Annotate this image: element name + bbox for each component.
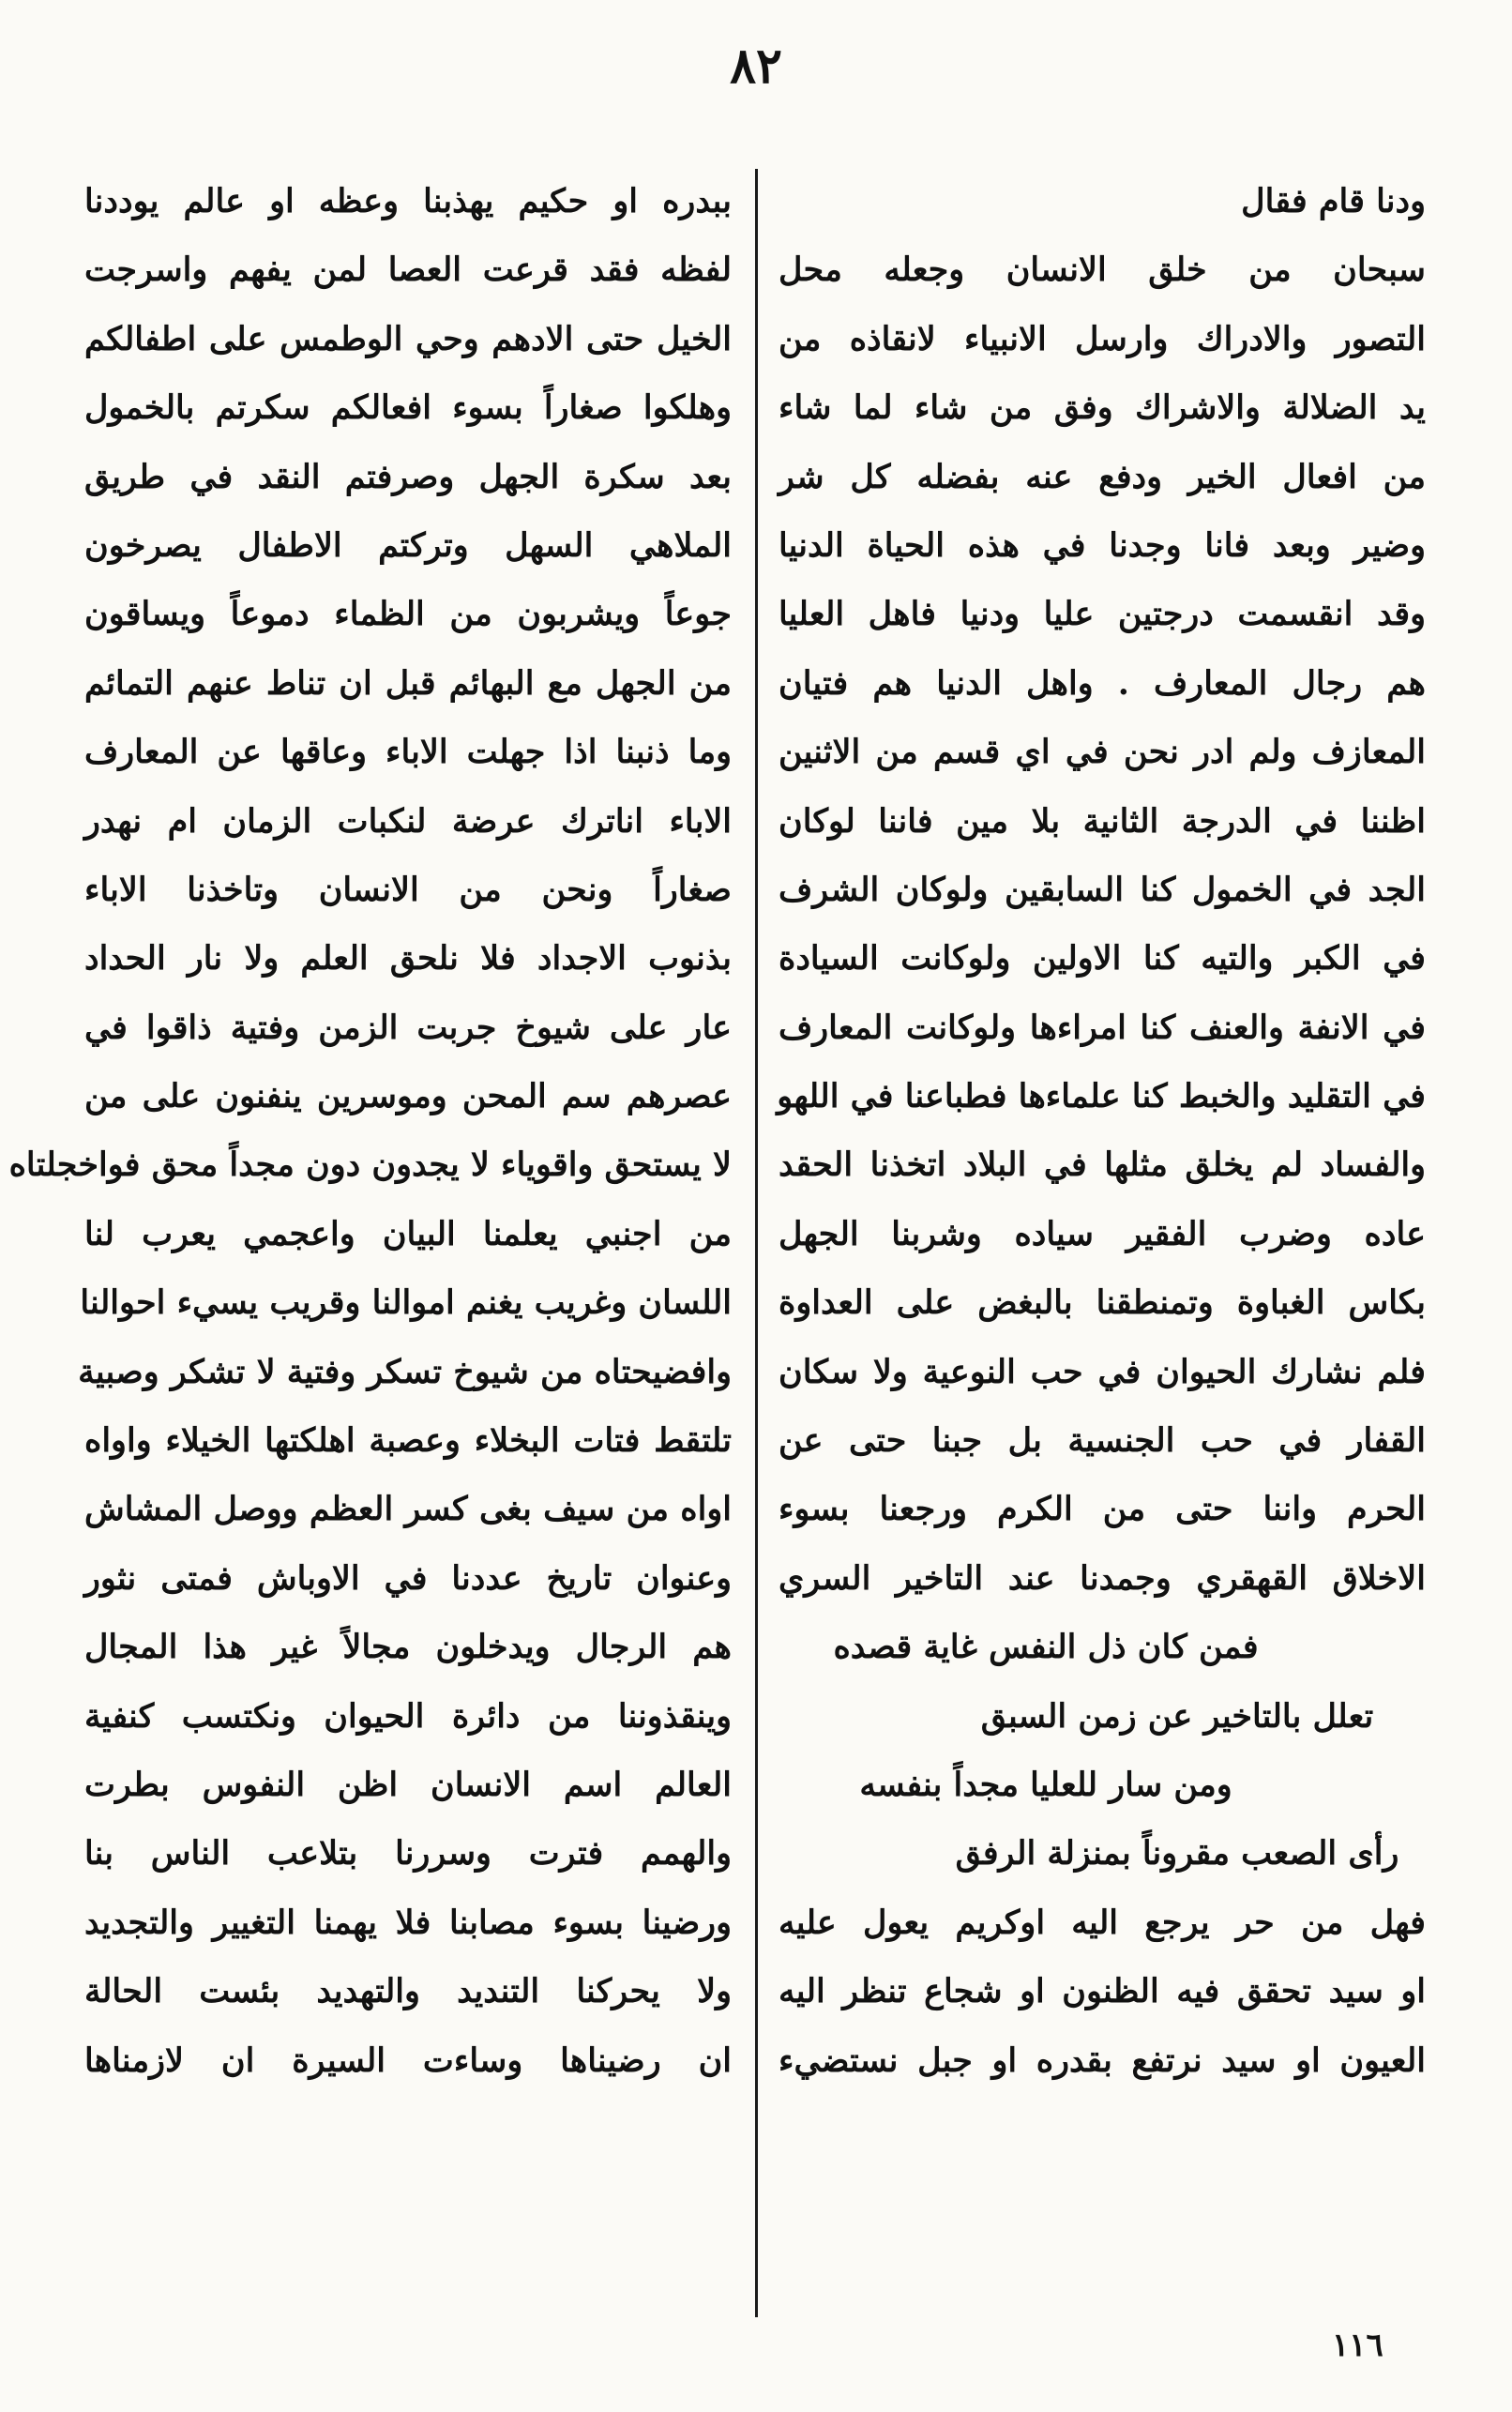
text-line: في التقليد والخبط كنا علماءها فطباعنا في اللهو — [777, 1077, 1426, 1116]
text-line: رأى الصعب مقروناً بمنزلة الرفق — [955, 1834, 1399, 1873]
text-line: العالم اسم الانسان اظن النفوس بطرت — [84, 1765, 732, 1804]
right-column — [779, 167, 1426, 2095]
footer-number: ١١٦ — [1332, 2327, 1383, 2364]
text-line: او سيد تحقق فيه الظنون او شجاع تنظر اليه — [779, 1972, 1426, 2011]
text-line: من اجنبي يعلمنا البيان واعجمي يعرب لنا — [84, 1214, 732, 1253]
text-line: والفساد لم يخلق مثلها في البلاد اتخذنا الحقد — [779, 1145, 1426, 1185]
text-line: بذنوب الاجداد فلا نلحق العلم ولا نار الحداد — [84, 939, 732, 978]
text-line: في الانفة والعنف كنا امراءها ولوكانت المعارف — [779, 1008, 1426, 1047]
column-divider — [755, 169, 758, 2317]
text-line: القفار في حب الجنسية بل جبنا حتى عن — [779, 1421, 1426, 1461]
text-line: لا يستحق واقوياء لا يجدون دون مجداً محق فواخجلتاه — [8, 1145, 732, 1185]
text-line: الاخلاق القهقري وجمدنا عند التاخير السري — [779, 1558, 1426, 1598]
text-line: عار على شيوخ جربت الزمن وفتية ذاقوا في — [84, 1008, 732, 1047]
text-line: ورضينا بسوء مصابنا فلا يهمنا التغيير والتجديد — [84, 1903, 732, 1942]
text-line: ان رضيناها وساءت السيرة ان لازمناها — [84, 2040, 732, 2080]
text-line: وضير وبعد فانا وجدنا في هذه الحياة الدنيا — [779, 525, 1426, 565]
text-line: فمن كان ذل النفس غاية قصده — [833, 1628, 1259, 1667]
text-line: ولا يحركنا التنديد والتهديد بئست الحالة — [84, 1972, 732, 2011]
text-line: وقد انقسمت درجتين عليا ودنيا فاهل العليا — [779, 595, 1426, 634]
text-line: وافضيحتاه من شيوخ تسكر وفتية لا تشكر وصبية — [78, 1352, 732, 1391]
text-line: يد الضلالة والاشراك وفق من شاء لما شاء — [779, 388, 1426, 428]
text-line: هم الرجال ويدخلون مجالاً غير هذا المجال — [84, 1628, 732, 1667]
text-line: ومن سار للعليا مجداً بنفسه — [859, 1765, 1232, 1804]
text-line: الجد في الخمول كنا السابقين ولوكان الشرف — [779, 870, 1426, 909]
text-line: والهمم فترت وسررنا بتلاعب الناس بنا — [84, 1834, 732, 1873]
left-column — [8, 167, 732, 2095]
text-line: الحرم واننا حتى من الكرم ورجعنا بسوء — [779, 1490, 1426, 1529]
text-line: اواه من سيف بغى كسر العظم ووصل المشاش — [84, 1490, 732, 1529]
text-line: التصور والادراك وارسل الانبياء لانقاذه من — [779, 319, 1426, 358]
text-line: صغاراً ونحن من الانسان وتاخذنا الاباء — [84, 870, 732, 909]
text-line: الاباء اناترك عرضة لنكبات الزمان ام نهدر — [84, 801, 732, 841]
text-line: بكاس الغباوة وتمنطقنا بالبغض على العداوة — [779, 1283, 1426, 1323]
text-line: سبحان من خلق الانسان وجعله محل — [779, 250, 1426, 290]
text-line: الخيل حتى الادهم وحي الوطمس على اطفالكم — [84, 319, 732, 358]
text-line: تعلل بالتاخير عن زمن السبق — [980, 1696, 1374, 1736]
text-line: وهلكوا صغاراً بسوء افعالكم سكرتم بالخمول — [84, 388, 732, 428]
text-line: ودنا قام فقال — [1241, 182, 1426, 220]
text-line: الملاهي السهل وتركتم الاطفال يصرخون — [84, 525, 732, 565]
text-line: فلم نشارك الحيوان في حب النوعية ولا سكان — [779, 1352, 1426, 1391]
text-line: العيون او سيد نرتفع بقدره او جبل نستضيء — [779, 2040, 1426, 2080]
text-line: اللسان وغريب يغنم اموالنا وقريب يسيء احوالنا — [80, 1283, 732, 1323]
text-line: وعنوان تاريخ عددنا في الاوباش فمتى نثور — [84, 1558, 732, 1598]
text-line: من الجهل مع البهائم قبل ان تناط عنهم التمائم — [84, 663, 732, 703]
text-line: جوعاً ويشربون من الظماء دموعاً ويساقون — [84, 595, 732, 634]
text-line: لفظه فقد قرعت العصا لمن يفهم واسرجت — [84, 250, 732, 290]
text-line: المعازف ولم ادر نحن في اي قسم من الاثنين — [779, 733, 1426, 772]
page-number: ٨٢ — [730, 38, 782, 95]
text-line: ببدره او حكيم يهذبنا وعظه او عالم يوددنا — [84, 182, 732, 220]
text-line: في الكبر والتيه كنا الاولين ولوكانت السيادة — [779, 939, 1426, 978]
text-line: وما ذنبنا اذا جهلت الاباء وعاقها عن المعارف — [84, 733, 732, 772]
text-line: بعد سكرة الجهل وصرفتم النقد في طريق — [84, 457, 732, 496]
text-line: اظننا في الدرجة الثانية بلا مين فاننا لوكان — [779, 801, 1426, 841]
text-line: عاده وضرب الفقير سياده وشربنا الجهل — [779, 1214, 1426, 1253]
text-line: هم رجال المعارف . واهل الدنيا هم فتيان — [779, 663, 1426, 703]
text-line: عصرهم سم المحن وموسرين ينفنون على من — [84, 1077, 732, 1116]
text-line: تلتقط فتات البخلاء وعصبة اهلكتها الخيلاء واواه — [84, 1421, 732, 1461]
text-line: وينقذوننا من دائرة الحيوان ونكتسب كنفية — [84, 1696, 732, 1736]
text-line: من افعال الخير ودفع عنه بفضله كل شر — [779, 457, 1426, 496]
text-line: فهل من حر يرجع اليه اوكريم يعول عليه — [779, 1903, 1426, 1942]
